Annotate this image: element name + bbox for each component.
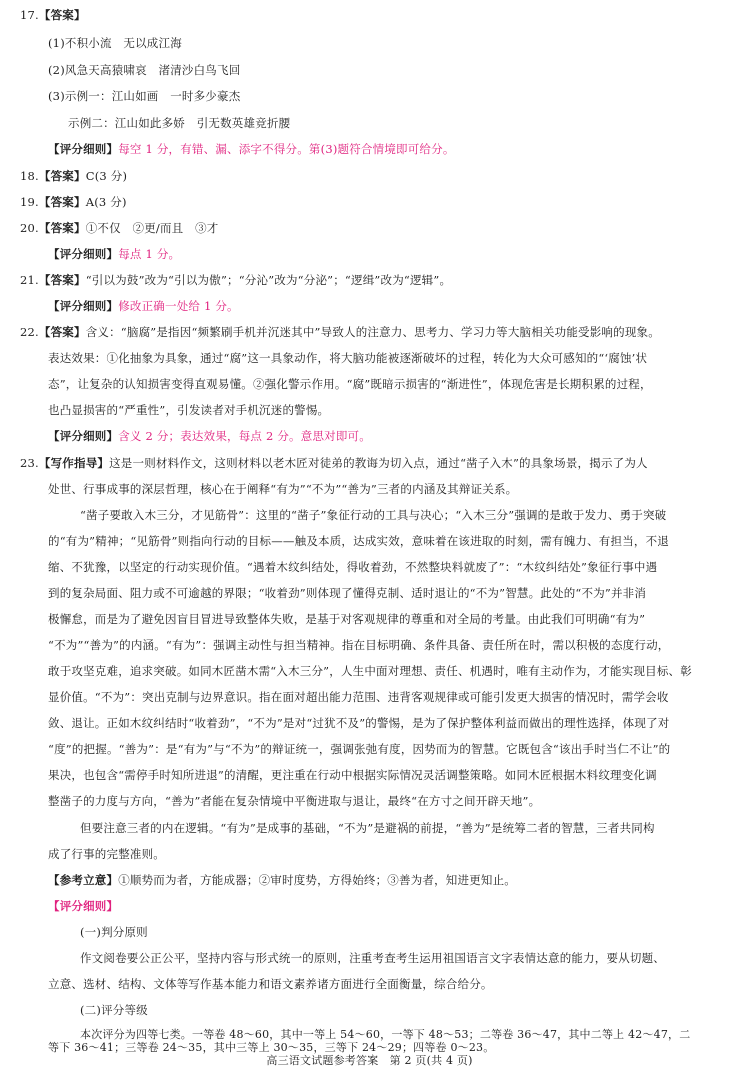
q22-line-2: 表达效果：①化抽象为具象，通过“腐”这一具象动作，将大脑功能被逐渐破坏的过程，转化为大众可感知的“‘腐蚀’状 <box>48 351 648 365</box>
q20-rubric: 【评分细则】每点 1 分。 <box>48 247 181 261</box>
q22-line-3: 态”，让复杂的认知损害变得直观易懂。②强化警示作用。“腐”既暗示损害的“渐进性”，体现危害是长期积累的过程， <box>48 377 652 391</box>
q23-paragraph-line: 敢于攻坚克难，追求突破。如同木匠凿木需“入木三分”，人生中面对理想、责任、机遇时，唯有主动作为，才能实现目标、彰 <box>48 664 692 678</box>
q23-intro-2: 处世、行事成事的深层哲理，核心在于阐释“有为”“不为”“善为”三者的内涵及其辩证关系。 <box>48 482 518 496</box>
q23-paragraph-line: “凿子要敢入木三分，才见筋骨”：这里的“凿子”象征行动的工具与决心；“入木三分”强调的是敢于发力、勇于突破 <box>80 508 667 522</box>
q23-section-1-line-2: 立意、选材、结构、文体等写作基本能力和语文素养诸方面进行全面衡量，综合给分。 <box>48 977 493 991</box>
q23-reference-ideas: 【参考立意】①顺势而为者，方能成器；②审时度势，方得始终；③善为者，知进更知止。 <box>48 873 516 887</box>
question-number: 17. <box>20 8 39 22</box>
q17-rubric <box>48 141 455 158</box>
q22-line-4: 也凸显损害的“严重性”，引发读者对手机沉迷的警惕。 <box>48 403 330 417</box>
q23-paragraph-2b: 成了行事的完整准则。 <box>48 847 165 861</box>
q23-section-1-title: (一)判分原则 <box>80 925 148 939</box>
q19-answer: 19.【答案】A(3 分) <box>20 195 127 209</box>
q17-answer-heading <box>20 7 86 24</box>
rubric-tag: 【评分细则】 <box>48 142 119 156</box>
q18-answer: 18.【答案】C(3 分) <box>20 169 128 183</box>
q23-section-2-line-1: 本次评分为四等七类。一等卷 48～60，其中一等上 54～60，一等下 48～53；二等卷 36～47，其中二等上 42～47，二 <box>80 1028 691 1041</box>
answer-tag: 【答案】 <box>38 8 86 22</box>
q23-paragraph-line: 的“有为”精神；“见筋骨”则指向行动的目标——触及本质，达成实效，意味着在该进取的时刻，需有魄力、有担当，不退 <box>48 534 670 548</box>
q23-writing-guide: 23.【写作指导】这是一则材料作文，这则材料以老木匠对徒弟的教诲为切入点，通过“凿子入木”的具象场景，揭示了为人 <box>20 456 648 470</box>
q23-paragraph-line: “度”的把握。“善为”：是“有为”与“不为”的辩证统一，强调张弛有度，因势而为的智慧。它既包含“该出手时当仁不让”的 <box>48 742 671 756</box>
rubric-text: 每空 1 分，有错、漏、添字不得分。第(3)题符合情境即可给分。 <box>118 142 455 156</box>
q20-answer: 20.【答案】①不仅 ②更/而且 ③才 <box>20 221 219 235</box>
q23-paragraph-line: 缩、不犹豫，以坚定的行动实现价值。“遇着木纹纠结处，得收着劲，不然整块料就废了”：“木纹纠结处”象征行事中遇 <box>48 560 658 574</box>
q23-section-1-line-1: 作文阅卷要公正公平，坚持内容与形式统一的原则，注重考查考生运用祖国语言文字表情达意的能力，要从切题、 <box>80 951 665 965</box>
q22-rubric: 【评分细则】含义 2 分；表达效果，每点 2 分。意思对即可。 <box>48 429 371 443</box>
q23-paragraph-line: “不为”“善为”的内涵。“有为”：强调主动性与担当精神。指在目标明确、条件具备、责任所在时，需以积极的态度行动， <box>48 638 670 652</box>
q23-paragraph-line: 敛、退让。正如木纹纠结时“收着劲”，“不为”是对“过犹不及”的警惕，是为了保护整体利益而做出的理性选择，体现了对 <box>48 716 670 730</box>
q23-paragraph-2a: 但要注意三者的内在逻辑。“有为”是成事的基础，“不为”是避祸的前提，“善为”是统筹二者的智慧，三者共同构 <box>80 821 655 835</box>
q23-paragraph-line: 极懈怠，而是为了避免因盲目冒进导致整体失败，是基于对客观规律的尊重和对全局的考量。由此我们可明确“有为” <box>48 612 646 626</box>
q23-paragraph-line: 显价值。“不为”：突出克制与边界意识。指在面对超出能力范围、违背客观规律或可能引发更大损害的情况时，需学会收 <box>48 690 669 704</box>
q17-line-4: 示例二：江山如此多娇 引无数英雄竞折腰 <box>68 116 291 130</box>
q21-answer: 21.【答案】“引以为鼓”改为“引以为傲”；“分沁”改为“分泌”；“逻缉”改为“逻辑”。 <box>20 273 452 287</box>
q23-paragraph-line: 整凿子的力度与方向，“善为”者能在复杂情境中平衡进取与退让，最终“在方寸之间开辟天地”。 <box>48 794 541 808</box>
q23-paragraph-line: 到的复杂局面、阻力或不可逾越的界限；“收着劲”则体现了懂得克制、适时退让的“不为”智慧。此处的“不为”并非消 <box>48 586 647 600</box>
q23-rubric-heading: 【评分细则】 <box>48 899 119 913</box>
q23-section-2-title: (二)评分等级 <box>80 1003 148 1017</box>
q17-line-2: (2)风急天高猿啸哀 渚清沙白鸟飞回 <box>48 63 241 77</box>
q17-line-1: (1)不积小流 无以成江海 <box>48 36 182 50</box>
q22-answer: 22.【答案】含义：“脑腐”是指因“频繁刷手机并沉迷其中”导致人的注意力、思考力、学习力等大脑相关功能受影响的现象。 <box>20 325 660 339</box>
q21-rubric: 【评分细则】修改正确一处给 1 分。 <box>48 299 239 313</box>
q17-line-3: (3)示例一：江山如画 一时多少豪杰 <box>48 89 241 103</box>
q23-paragraph-line: 果决，也包含“需停手时知所进退”的清醒，更注重在行动中根据实际情况灵活调整策略。如同木匠根据木料纹理变化调 <box>48 768 657 782</box>
page-footer: 高三语文试题参考答案 第 2 页(共 4 页) <box>266 1054 473 1067</box>
q23-section-2-line-2: 等下 36～41；三等卷 24～35，其中三等上 30～35，三等下 24～29；四等卷 0～23。 <box>48 1041 495 1054</box>
